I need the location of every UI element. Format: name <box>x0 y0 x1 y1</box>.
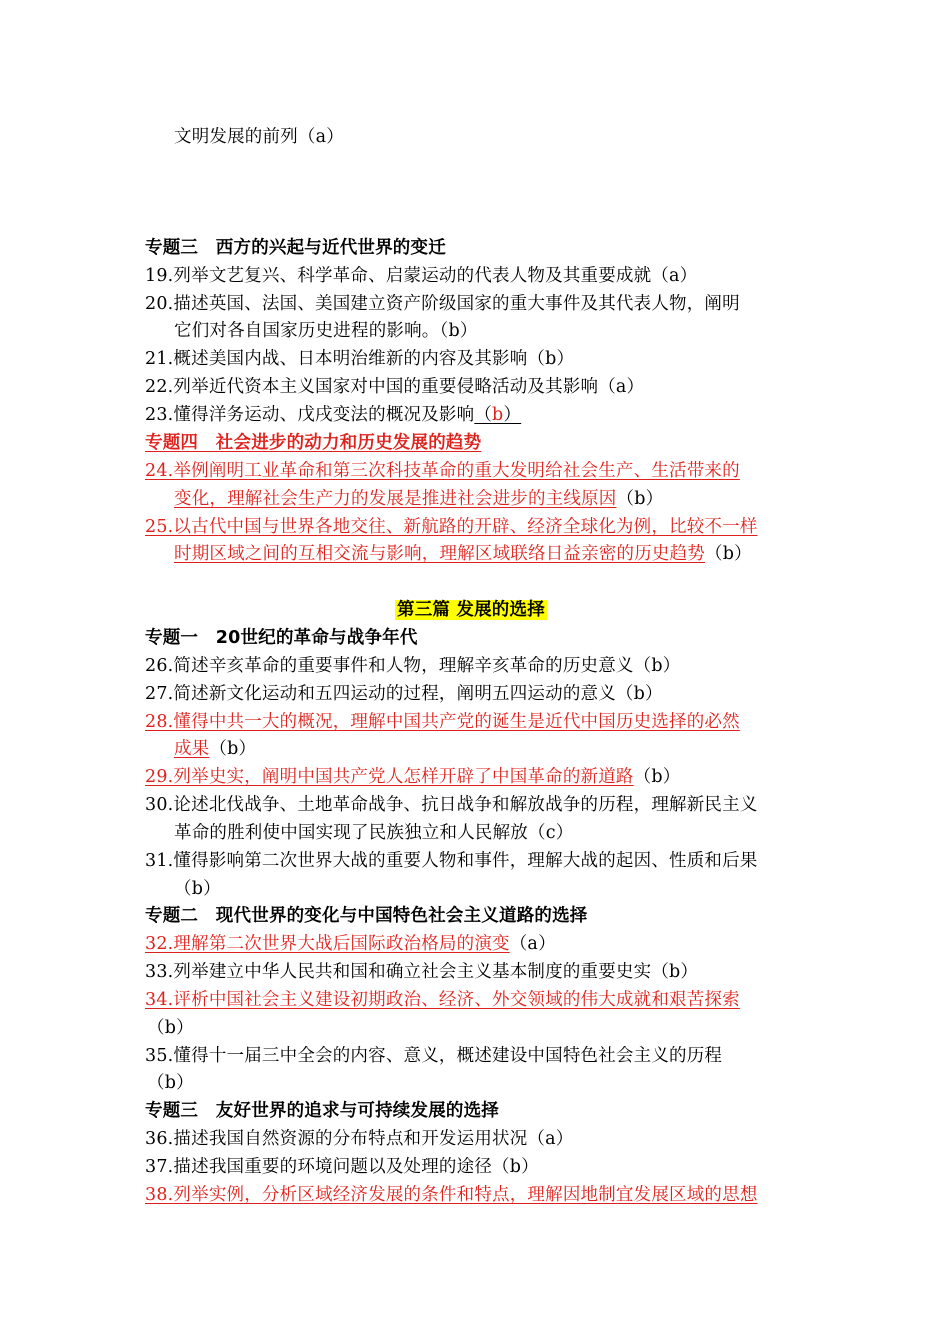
suffix-close: ） <box>503 405 522 425</box>
list-item <box>145 765 680 789</box>
list-item: 38.列举实例，分析区域经济发展的条件和特点，理解因地制宜发展区域的思想 <box>145 1185 758 1205</box>
list-item: 28.懂得中共一大的概况，理解中国共产党的诞生是近代中国历史选择的必然 <box>145 712 740 732</box>
list-item: 34.评析中国社会主义建设初期政治、经济、外交领域的伟大成就和艰苦探索 <box>145 990 740 1010</box>
item-suffix: （b） <box>633 767 681 787</box>
section-heading: 专题三 友好世界的追求与可持续发展的选择 <box>145 1101 499 1121</box>
list-item: 31.懂得影响第二次世界大战的重要人物和事件，理解大战的起因、性质和后果 <box>145 851 758 871</box>
section-heading: 专题一 20世纪的革命与战争年代 <box>145 628 418 648</box>
list-item: 36.描述我国自然资源的分布特点和开发运用状况（a） <box>145 1129 574 1149</box>
list-item: 35.懂得十一届三中全会的内容、意义，概述建设中国特色社会主义的历程 <box>145 1046 723 1066</box>
item-text: 变化，理解社会生产力的发展是推进社会进步的主线原因 <box>174 489 617 509</box>
list-item: 27.简述新文化运动和五四运动的过程，阐明五四运动的意义（b） <box>145 684 663 704</box>
item-suffix: （b） <box>209 739 257 759</box>
list-item: 37.描述我国重要的环境问题以及处理的途径（b） <box>145 1157 539 1177</box>
section-heading: 专题三 西方的兴起与近代世界的变迁 <box>145 238 446 258</box>
section-heading: 专题二 现代世界的变化与中国特色社会主义道路的选择 <box>145 906 588 926</box>
list-item-continuation <box>174 487 663 511</box>
item-text: 23.懂得洋务运动、戊戌变法的概况及影响 <box>145 405 475 425</box>
suffix-letter: b <box>492 405 504 425</box>
part-title <box>395 598 547 622</box>
list-item: 21.概述美国内战、日本明治维新的内容及其影响（b） <box>145 349 575 369</box>
list-item-continuation <box>174 737 256 761</box>
list-item: 30.论述北伐战争、土地革命战争、抗日战争和解放战争的历程，理解新民主义 <box>145 795 758 815</box>
list-item-continuation: 它们对各自国家历史进程的影响。（b） <box>174 321 478 341</box>
item-text: 成果 <box>174 739 210 759</box>
item-suffix: （b） <box>705 544 752 564</box>
list-item: 19.列举文艺复兴、科学革命、启蒙运动的代表人物及其重要成就（a） <box>145 266 698 286</box>
suffix-open: （ <box>474 405 493 425</box>
section-heading: 专题四 社会进步的动力和历史发展的趋势 <box>145 433 482 453</box>
list-item-continuation: 革命的胜利使中国实现了民族独立和人民解放（c） <box>174 823 574 843</box>
item-suffix: （a） <box>509 934 556 954</box>
list-item-continuation: （b） <box>147 1018 194 1038</box>
item-text: 32.理解第二次世界大战后国际政治格局的演变 <box>145 934 510 954</box>
list-item <box>145 932 556 956</box>
text-line: 文明发展的前列（a） <box>174 127 344 147</box>
item-text: 29.列举史实，阐明中国共产党人怎样开辟了中国革命的新道路 <box>145 767 634 787</box>
list-item <box>145 403 521 427</box>
item-suffix: （b） <box>616 489 664 509</box>
list-item: 33.列举建立中华人民共和国和确立社会主义基本制度的重要史实（b） <box>145 962 699 982</box>
list-item: 22.列举近代资本主义国家对中国的重要侵略活动及其影响（a） <box>145 377 645 397</box>
list-item: 25.以古代中国与世界各地交往、新航路的开辟、经济全球化为例，比较不一样 <box>145 517 758 537</box>
list-item: 20.描述英国、法国、美国建立资产阶级国家的重大事件及其代表人物，阐明 <box>145 294 740 314</box>
list-item: 26.简述辛亥革命的重要事件和人物，理解辛亥革命的历史意义（b） <box>145 656 681 676</box>
list-item-continuation: （b） <box>147 1073 194 1093</box>
item-text: 时期区域之间的互相交流与影响，理解区域联络日益亲密的历史趋势 <box>174 544 705 564</box>
part-title-text: 第三篇 发展的选择 <box>397 600 545 620</box>
list-item: 24.举例阐明工业革命和第三次科技革命的重大发明给社会生产、生活带来的 <box>145 461 740 481</box>
list-item-continuation <box>174 542 752 566</box>
item-suffix <box>474 405 521 425</box>
list-item-continuation: （b） <box>174 879 221 899</box>
